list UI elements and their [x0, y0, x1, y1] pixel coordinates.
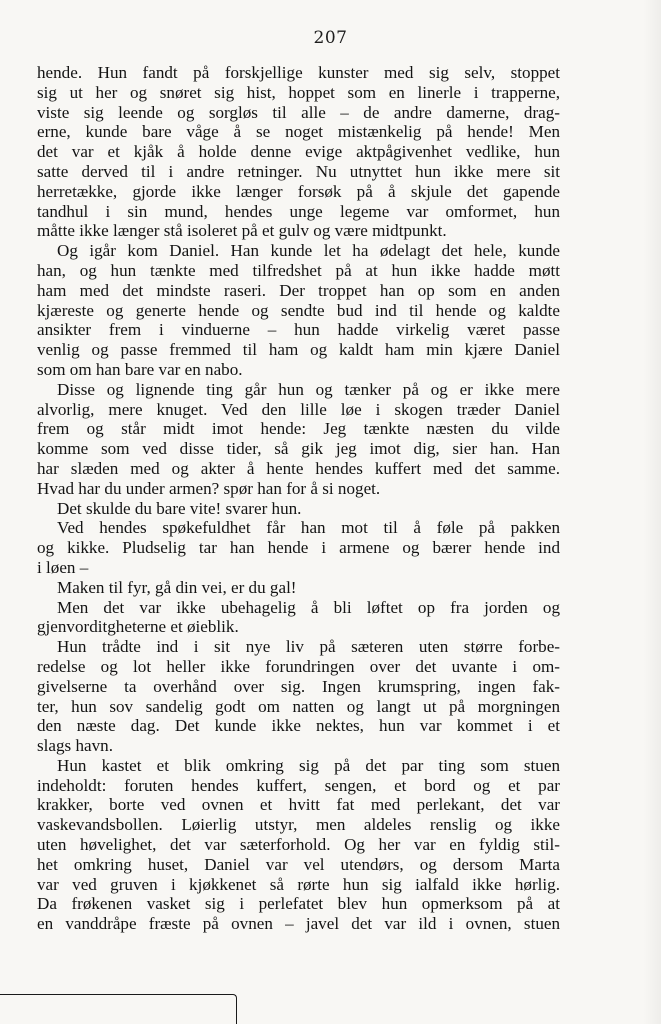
text-line: en vanddråpe fræste på ovnen – javel det var ild i ovnen, stuen [37, 914, 560, 934]
text-line: ter, hun sov sandelig godt om natten og langt ut på morgningen [37, 696, 560, 716]
page-edge-shadow [643, 0, 661, 1024]
text-line: redelse og lot heller ikke forundringen over det uvante i om- [37, 656, 560, 676]
text-line: Det skulde du bare vite! svarer hun. [57, 498, 302, 518]
text-line: det var et kjåk å holde denne evige aktpågivenhet vedlike, hun [37, 142, 560, 162]
text-line: gjenvorditgheterne et øieblik. [37, 617, 239, 637]
text-line: Hun trådte ind i sit nye liv på sæteren uten større forbe- [57, 637, 560, 657]
text-line: sig ut her og snøret sig hist, hoppet som en linerle i trapperne, [37, 82, 560, 102]
page-bottom-tab [0, 994, 237, 1024]
body-text [37, 63, 560, 934]
text-line: erne, kunde bare våge å se noget mistænkelig på hende! Men [37, 122, 560, 142]
text-line: satte derved til i andre retninger. Nu utnyttet hun ikke mere sit [37, 161, 560, 181]
text-line: kjæreste og generte hende og sendte bud ind til hende og kaldte [37, 300, 560, 320]
text-line: slags havn. [37, 736, 113, 756]
text-line: het omkring huset, Daniel var vel utendørs, og dersom Marta [37, 854, 560, 874]
text-line: uten høvelighet, det var sæterforhold. Og her var en fyldig stil- [37, 835, 560, 855]
text-line: Da frøkenen vasket sig i perlefatet blev hun opmerksom på at [37, 894, 560, 914]
text-line: viste sig leende og sorgløs til alle – de andre damerne, drag- [37, 102, 560, 122]
text-line: Men det var ikke ubehagelig å bli løftet op fra jorden og [57, 597, 560, 617]
text-line: krakker, borte ved ovnen et hvitt fat med perlekant, det var [37, 795, 560, 815]
text-line: Hvad har du under armen? spør han for å si noget. [37, 478, 381, 498]
text-line: Og igår kom Daniel. Han kunde let ha ødelagt det hele, kunde [57, 241, 560, 261]
text-line: ham med det mindste raseri. Der troppet han op som en anden [37, 280, 560, 300]
text-line: og kikke. Pludselig tar han hende i armene og bærer hende ind [37, 538, 560, 558]
text-line: Maken til fyr, gå din vei, er du gal! [57, 577, 297, 597]
text-line: Ved hendes spøkefuldhet får han mot til å føle på pakken [57, 518, 560, 538]
text-line: venlig og passe fremmed til ham og kaldt ham min kjære Daniel [37, 340, 560, 360]
text-line: den næste dag. Det kunde ikke nektes, hun var kommet i et [37, 716, 560, 736]
text-line: har slæden med og akter å hente hendes kuffert med det samme. [37, 458, 560, 478]
text-line: ansikter frem i vinduerne – hun hadde virkelig været passe [37, 320, 560, 340]
text-line: frem og står midt imot hende: Jeg tænkte næsten du vilde [37, 419, 560, 439]
text-line: han, og hun tænkte med tilfredshet på at hun ikke hadde møtt [37, 260, 560, 280]
text-line: Hun kastet et blik omkring sig på det par ting som stuen [57, 755, 560, 775]
text-line: herretække, gjorde ikke længer forsøk på å skjule det gapende [37, 181, 560, 201]
text-line: Disse og lignende ting går hun og tænker på og er ikke mere [57, 379, 560, 399]
text-line: indeholdt: foruten hendes kuffert, sengen, et bord og et par [37, 775, 560, 795]
text-line: var ved gruven i kjøkkenet så rørte hun sig ialfald ikke hørlig. [37, 874, 560, 894]
text-line: tandhul i sin mund, hendes unge legeme var omformet, hun [37, 201, 560, 221]
text-line: vaskevandsbollen. Løierlig utstyr, men aldeles renslig og ikke [37, 815, 560, 835]
text-line: komme som ved disse tider, så gik jeg imot dig, sier han. Han [37, 439, 560, 459]
page-number: 207 [313, 28, 348, 48]
text-line: i løen – [37, 557, 89, 577]
text-line: måtte ikke længer stå isoleret på et gulv og være midtpunkt. [37, 221, 447, 241]
text-line: alvorlig, mere knuget. Ved den lille løe i skogen træder Daniel [37, 399, 560, 419]
text-line: hende. Hun fandt på forskjellige kunster med sig selv, stoppet [37, 63, 560, 82]
text-line: som om han bare var en nabo. [37, 359, 243, 379]
text-line: givelserne ta overhånd over sig. Ingen krumspring, ingen fak- [37, 676, 560, 696]
